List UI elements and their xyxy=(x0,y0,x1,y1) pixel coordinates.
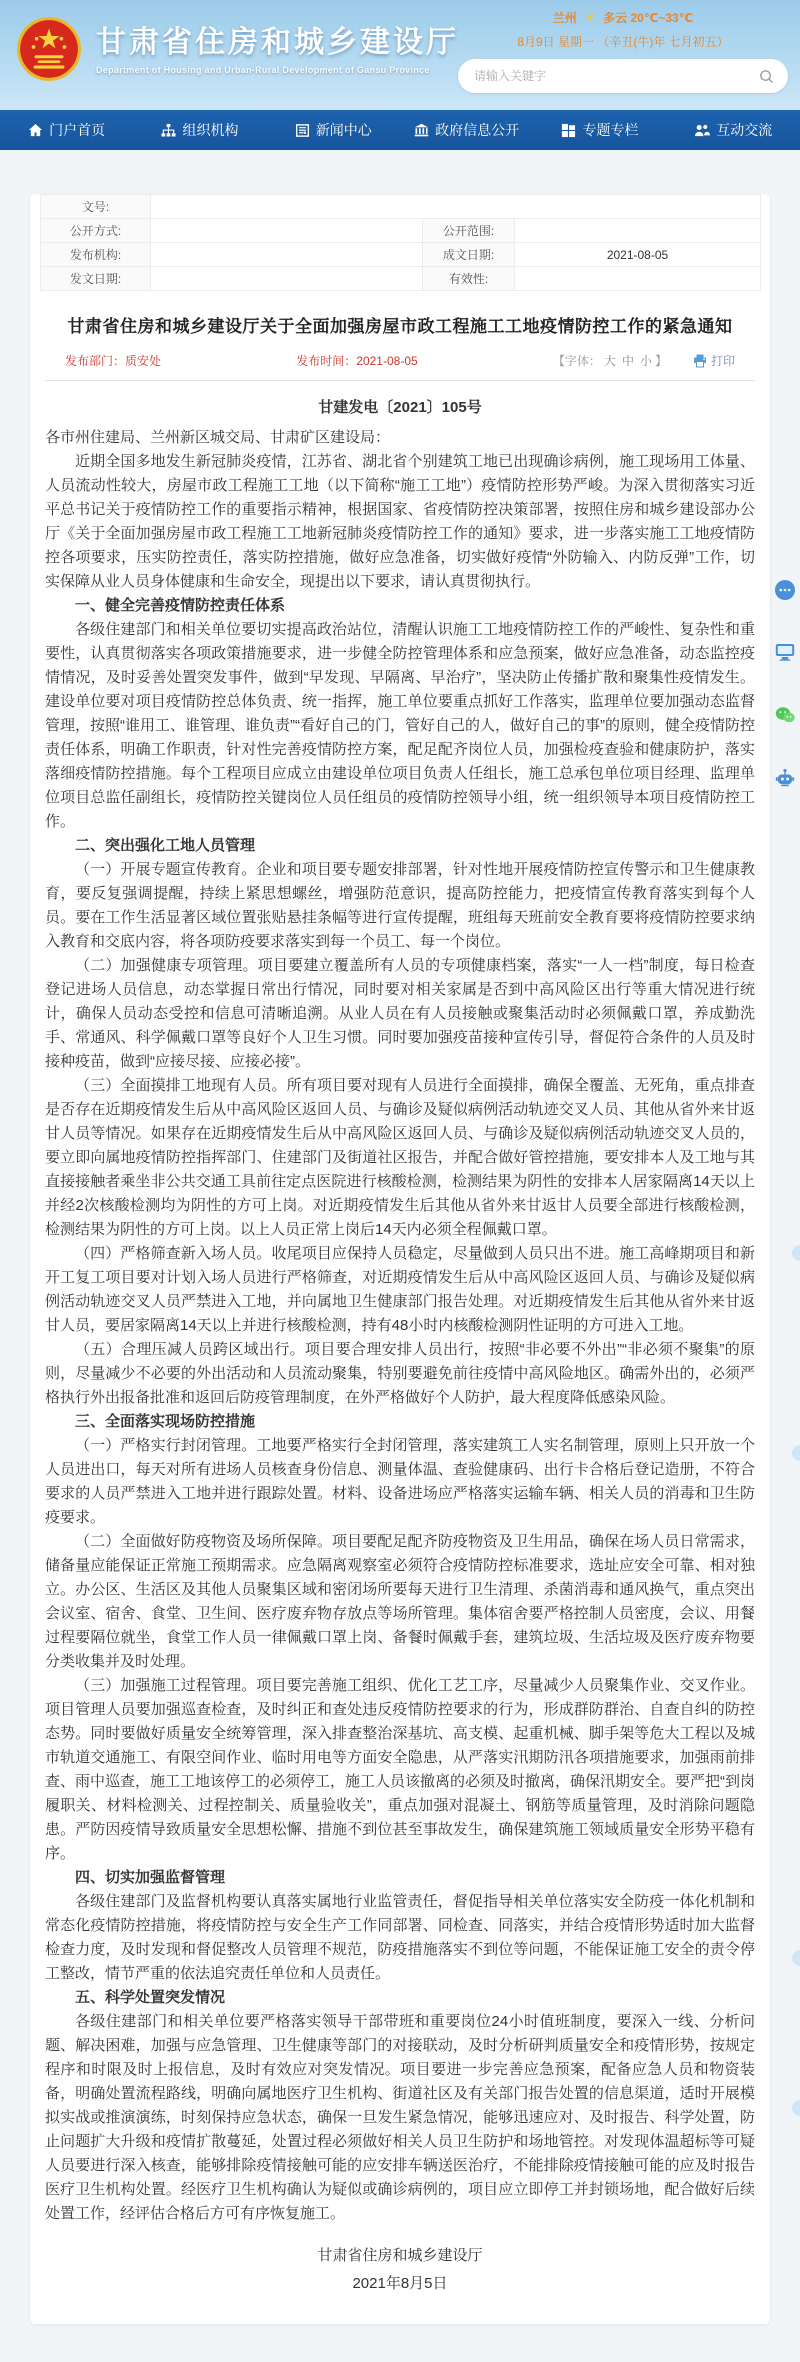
weather-condition: 多云 xyxy=(603,11,628,25)
grid-icon xyxy=(561,123,576,138)
comment-float-button[interactable] xyxy=(775,580,795,600)
nav-item-label: 政府信息公开 xyxy=(435,122,520,138)
meta-label: 有效性: xyxy=(423,267,515,291)
font-size-suffix: 】 xyxy=(654,354,667,368)
weather-temp: 20℃~33℃ xyxy=(630,11,694,25)
signature-block xyxy=(30,2242,770,2298)
paragraph: （二）全面做好防疫物资及场所保障。项目要配足配齐防疫物资及卫生用品，确保在场人员日常需求，储备量应能保证正常施工预期需求。应急隔离观察室必须符合疫情防控标准要求，选址应安全可靠、相对独立。办公区、生活区及其他人员聚集区域和密闭场所要每天进行卫生清理、杀菌消毒和通风换气，重点突出会议室、宿舍、食堂、卫生间、医疗废弃物存放点等场所管理。集体宿舍要严格控制人员密度，会议、用餐过程要隔位就坐，食堂工作人员一律佩戴口罩上岗、备餐时佩戴手套，建筑垃圾、生活垃圾及医疗废弃物要分类收集并及时处理。 xyxy=(45,1533,755,1670)
paragraph: 各级住建部门及监督机构要认真落实属地行业监管责任，督促指导相关单位落实安全防疫一体化机制和常态化疫情防控措施，将疫情防控与安全生产工作同部署、同检查、同落实，并结合疫情形势适时加大监督检查力度，及时发现和督促整改人员管理不规范，防疫措施落实不到位等问题，不能保证施工安全的责令停工整改，情节严重的依法追究责任单位和人员责任。 xyxy=(45,1893,755,1982)
publish-dept xyxy=(65,352,161,369)
meta-value xyxy=(515,267,761,291)
font-size-option-1[interactable]: 中 xyxy=(621,354,634,368)
national-emblem-logo xyxy=(16,16,82,82)
site-brand xyxy=(16,16,459,82)
content-card xyxy=(30,194,770,2324)
paragraph: （四）严格筛查新入场人员。收尾项目应保持人员稳定，尽量做到人员只出不进。施工高峰期项目和新开工复工项目要对计划入场人员进行严格筛查，对近期疫情发生后从中高风险区返回人员、与确诊及疑似病例活动轨迹交叉人员严禁进入工地，并向属地卫生健康部门报告处理。对近期疫情发生后其他从省外来甘返甘人员，要居家隔离14天以上并进行核酸检测，持有48小时内核酸检测阴性证明的方可进入工地。 xyxy=(45,1245,755,1334)
nav-item-label: 新闻中心 xyxy=(315,122,372,138)
nav-item-org[interactable] xyxy=(133,110,266,150)
header-utility xyxy=(458,9,788,93)
paragraph: （一）严格实行封闭管理。工地要严格实行全封闭管理，落实建筑工人实名制管理，原则上只开放一个人员进出口，每天对所有进场人员核查身份信息、测量体温、查验健康码、出行卡合格后登记造册，不符合要求的人员严禁进入工地并进行跟踪处置。材料、设备进场应严格落实运输车辆、相关人员的消毒和卫生防疫要求。 xyxy=(45,1437,755,1526)
monitor-float-button[interactable] xyxy=(775,643,795,663)
signature-org: 甘肃省住房和城乡建设厅 xyxy=(317,2247,483,2264)
meta-label: 发布机构: xyxy=(41,243,151,267)
paragraph: （三）加强施工过程管理。项目要完善施工组织、优化工艺工序，尽量减少人员聚集作业、交叉作业。项目管理人员要加强巡查检查，及时纠正和查处违反疫情防控要求的行为，形成群防群治、自查自纠的防控态势。同时要做好质量安全统筹管理，深入排查整治深基坑、高支模、起重机械、脚手架等危大工程以及城市轨道交通施工、有限空间作业、临时用电等方面安全隐患，从严落实汛期防汛各项措施要求，加强雨前排查、雨中巡查，施工工地该停工的必须停工，施工人员该撤离的必须及时撤离，确保汛期安全。要严把“到岗履职关、材料检测关、过程控制关、质量验收关”，重点加强对混凝土、钢筋等质量管理，及时消除问题隐患。严防因疫情导致质量安全思想松懈、措施不到位甚至事故发生，确保建筑施工领域质量安全形势平稳有序。 xyxy=(45,1677,756,1862)
people-icon xyxy=(694,123,710,138)
doc-meta-row xyxy=(41,243,761,267)
font-size-control xyxy=(553,352,667,369)
paragraph: 近期全国多地发生新冠肺炎疫情，江苏省、湖北省个别建筑工地已出现确诊病例，施工现场用工体量、人员流动性较大，房屋市政工程施工工地（以下简称“施工工地”）疫情防控形势严峻。为深入贯彻落实习近平总书记关于疫情防控工作的重要指示精神，根据国家、省疫情防控决策部署，按照住房和城乡建设部办公厅《关于全面加强房屋市政工程施工工地新冠肺炎疫情防控工作的通知》要求，进一步落实施工工地疫情防控各项要求，压实防控责任，落实防控措施，做好应急准备，切实做好疫情“外防输入、内防反弹”工作，切实保障从业人员身体健康和生命安全，现提出以下要求，请认真贯彻执行。 xyxy=(45,453,755,590)
font-size-option-0[interactable]: 大 xyxy=(603,354,616,368)
font-size-options xyxy=(601,354,655,368)
signature-date: 2021年8月5日 xyxy=(352,2275,448,2292)
nav-item-label: 门户首页 xyxy=(49,122,106,138)
page-title: 甘肃省住房和城乡建设厅关于全面加强房屋市政工程施工工地疫情防控工作的紧急通知 xyxy=(67,317,733,336)
paragraph: （五）合理压减人员跨区域出行。项目要合理安排人员出行，按照“非必要不外出”“非必须不聚集”的原则，尽量减少不必要的外出活动和人员流动聚集，特别要避免前往疫情中高风险地区。确需外出的，必须严格执行外出报备批准和返回后防疫管理制度，在外严格做好个人防护，最大程度降低感染风险。 xyxy=(45,1341,755,1406)
printer-icon xyxy=(693,354,707,368)
weather-city: 兰州 xyxy=(552,11,577,25)
nav-item-interact[interactable] xyxy=(667,110,800,150)
meta-label: 文号: xyxy=(41,195,151,219)
comment-icon xyxy=(775,587,795,604)
sun-icon: ☀ xyxy=(584,10,596,25)
robot-float-button[interactable] xyxy=(775,768,795,788)
meta-value xyxy=(151,267,423,291)
section-heading: 一、健全完善疫情防控责任体系 xyxy=(75,597,286,614)
org-icon xyxy=(161,123,176,138)
paragraph: 各市州住建局、兰州新区城交局、甘肃矿区建设局： xyxy=(45,429,391,446)
main-nav xyxy=(0,110,800,150)
section-heading: 二、突出强化工地人员管理 xyxy=(75,837,256,854)
wechat-icon xyxy=(775,711,795,728)
meta-value xyxy=(151,219,423,243)
doc-meta-table xyxy=(40,194,761,291)
meta-value xyxy=(515,219,761,243)
nav-item-gov-info[interactable] xyxy=(400,110,533,150)
site-title: 甘肃省住房和城乡建设厅 xyxy=(96,26,459,59)
print-button[interactable] xyxy=(693,352,735,369)
paragraph: 各级住建部门和相关单位要严格落实领导干部带班和重要岗位24小时值班制度，要深入一线、分析问题、解决困难，加强与应急管理、卫生健康等部门的对接联动，及时分析研判质量安全和疫情形势，按规定程序和时限及时上报信息，及时有效应对突发情况。项目要进一步完善应急预案，配备应急人员和物资装备，明确处置流程路线，明确向属地医疗卫生机构、街道社区及有关部门报告处置的信息渠道，适时开展模拟实战或推演演练，时刻保持应急状态，确保一旦发生紧急情况，能够迅速应对、及时报告、科学处置，防止问题扩大升级和疫情扩散蔓延，处置过程必须做好相关人员卫生防护和场地管控。对发现体温超标等可疑人员要进行深入核查，能够排除疫情接触可能的应安排车辆送医治疗，不能排除疫情接触可能的应及时报告医疗卫生机构处置。经医疗卫生机构确认为疑似或确诊病例的，项目应立即停工并封锁场地，配合做好后续处置工作，经评估合格后方可有序恢复施工。 xyxy=(45,2013,755,2222)
section-heading: 五、科学处置突发情况 xyxy=(75,1989,226,2006)
meta-label: 公开方式: xyxy=(41,219,151,243)
publish-dept-label: 发布部门： xyxy=(65,354,126,368)
meta-label: 公开范围: xyxy=(423,219,515,243)
meta-label: 成文日期: xyxy=(423,243,515,267)
paragraph: （一）开展专题宣传教育。企业和项目要专题安排部署，针对性地开展疫情防控宣传警示和卫生健康教育，要反复强调提醒，持续上紧思想螺丝，增强防范意识，提高防控能力，把疫情宣传教育落实到每个人员。要在工作生活显著区域位置张贴悬挂条幅等进行宣传提醒，班组每天班前安全教育要将疫情防控要求纳入教育和交底内容，将各项防疫要求落实到每一个员工、每一个岗位。 xyxy=(45,861,755,950)
scroll-bubble xyxy=(792,2100,800,2116)
scroll-bubble xyxy=(792,1245,800,1261)
section-heading: 四、切实加强监督管理 xyxy=(75,1869,226,1886)
search-input[interactable] xyxy=(472,68,759,84)
home-icon xyxy=(28,123,43,138)
scroll-bubble xyxy=(792,1445,800,1461)
doc-number: 甘建发电〔2021〕105号 xyxy=(318,399,482,416)
publish-time-value: 2021-08-05 xyxy=(356,354,418,368)
meta-value: 2021-08-05 xyxy=(515,243,761,267)
font-size-option-2[interactable]: 小 xyxy=(639,354,652,368)
site-header xyxy=(0,0,800,110)
weather-line xyxy=(458,9,788,26)
monitor-icon xyxy=(775,648,795,665)
article-meta-bar xyxy=(45,352,755,381)
news-icon xyxy=(295,123,310,138)
article-body xyxy=(30,417,770,2226)
publish-dept-value: 质安处 xyxy=(125,354,162,368)
publish-time-label: 发布时间： xyxy=(296,354,357,368)
doc-meta-row xyxy=(41,267,761,291)
nav-item-home[interactable] xyxy=(0,110,133,150)
paragraph: （三）全面摸排工地现有人员。所有项目要对现有人员进行全面摸排，确保全覆盖、无死角，重点排查是否存在近期疫情发生后从中高风险区返回人员、与确诊及疑似病例活动轨迹交叉人员、其他从省外来甘返甘人员等情况。如果存在近期疫情发生后从中高风险区返回人员、与确诊及疑似病例活动轨迹交叉人员的，要立即向属地疫情防控指挥部门、住建部门及街道社区报告，并配合做好管控措施，要安排本人及工地与其直接接触者乘坐非公共交通工具前往定点医院进行核酸检测，检测结果为阴性的安排本人居家隔离14天以上并经2次核酸检测均为阴性的方可上岗。对近期疫情发生后其他从省外来甘返甘人员要全部进行核酸检测，检测结果为阴性的方可上岗。以上人员正常上岗后14天内必须全程佩戴口罩。 xyxy=(45,1077,755,1238)
font-size-prefix: 【字体： xyxy=(552,354,601,368)
nav-item-label: 组织机构 xyxy=(182,122,239,138)
section-heading: 三、全面落实现场防控措施 xyxy=(75,1413,256,1430)
doc-meta-row xyxy=(41,195,761,219)
nav-item-label: 互动交流 xyxy=(716,122,773,138)
paragraph: （二）加强健康专项管理。项目要建立覆盖所有人员的专项健康档案，落实“一人一档”制度，每日检查登记进场人员信息，动态掌握日常出行情况，同时要对相关家属是否到中高风险区出行等重大情况进行统计，确保人员动态受控和信息可清晰追溯。从业人员在有人员接触或聚集活动时必须佩戴口罩，养成勤洗手、常通风、科学佩戴口罩等良好个人卫生习惯。同时要加强疫苗接种宣传引导，督促符合条件的人员及时接种疫苗，做到“应接尽接、应接必接”。 xyxy=(45,957,755,1070)
nav-item-label: 专题专栏 xyxy=(582,122,639,138)
nav-item-topics[interactable] xyxy=(533,110,666,150)
site-subtitle-en: Department of Housing and Urban-Rural Development of Gansu Province xyxy=(96,65,430,75)
doc-meta-row xyxy=(41,219,761,243)
wechat-float-button[interactable] xyxy=(775,706,795,726)
meta-value xyxy=(151,195,761,219)
robot-icon xyxy=(775,775,795,792)
search-icon[interactable] xyxy=(759,69,774,84)
meta-value xyxy=(151,243,423,267)
nav-item-news[interactable] xyxy=(267,110,400,150)
meta-label: 发文日期: xyxy=(41,267,151,291)
scroll-bubble xyxy=(792,1950,800,1966)
search-box xyxy=(458,59,788,93)
publish-time xyxy=(296,352,417,369)
gov-icon xyxy=(414,123,429,138)
paragraph: 各级住建部门和相关单位要切实提高政治站位，清醒认识施工工地疫情防控工作的严峻性、复杂性和重要性，认真贯彻落实各项政策措施要求，进一步健全防控管理体系和应急预案，做好应急准备，动态监控疫情情况，及时妥善处置突发事件，做到“早发现、早隔离、早治疗”，坚决防止传播扩散和聚集性疫情发生。建设单位要对项目疫情防控总体负责、统一指挥，施工单位要重点抓好工作落实，监理单位要加强动态监督管理，按照“谁用工、谁管理、谁负责”“看好自己的门，管好自己的人，做好自己的事”的原则，健全疫情防控责任体系，明确工作职责，针对性完善疫情防控方案，配足配齐岗位人员，加强检疫查验和健康防护，落实落细疫情防控措施。每个工程项目应成立由建设单位项目负责人任组长，施工总承包单位项目经理、监理单位项目总监任副组长，疫情防控关键岗位人员任组员的疫情防控领导小组，统一组织领导本项目疫情防控工作。 xyxy=(45,621,755,830)
print-label: 打印 xyxy=(710,354,735,368)
date-line: 8月9日 星期一 （辛丑(牛)年 七月初五） xyxy=(517,35,729,49)
